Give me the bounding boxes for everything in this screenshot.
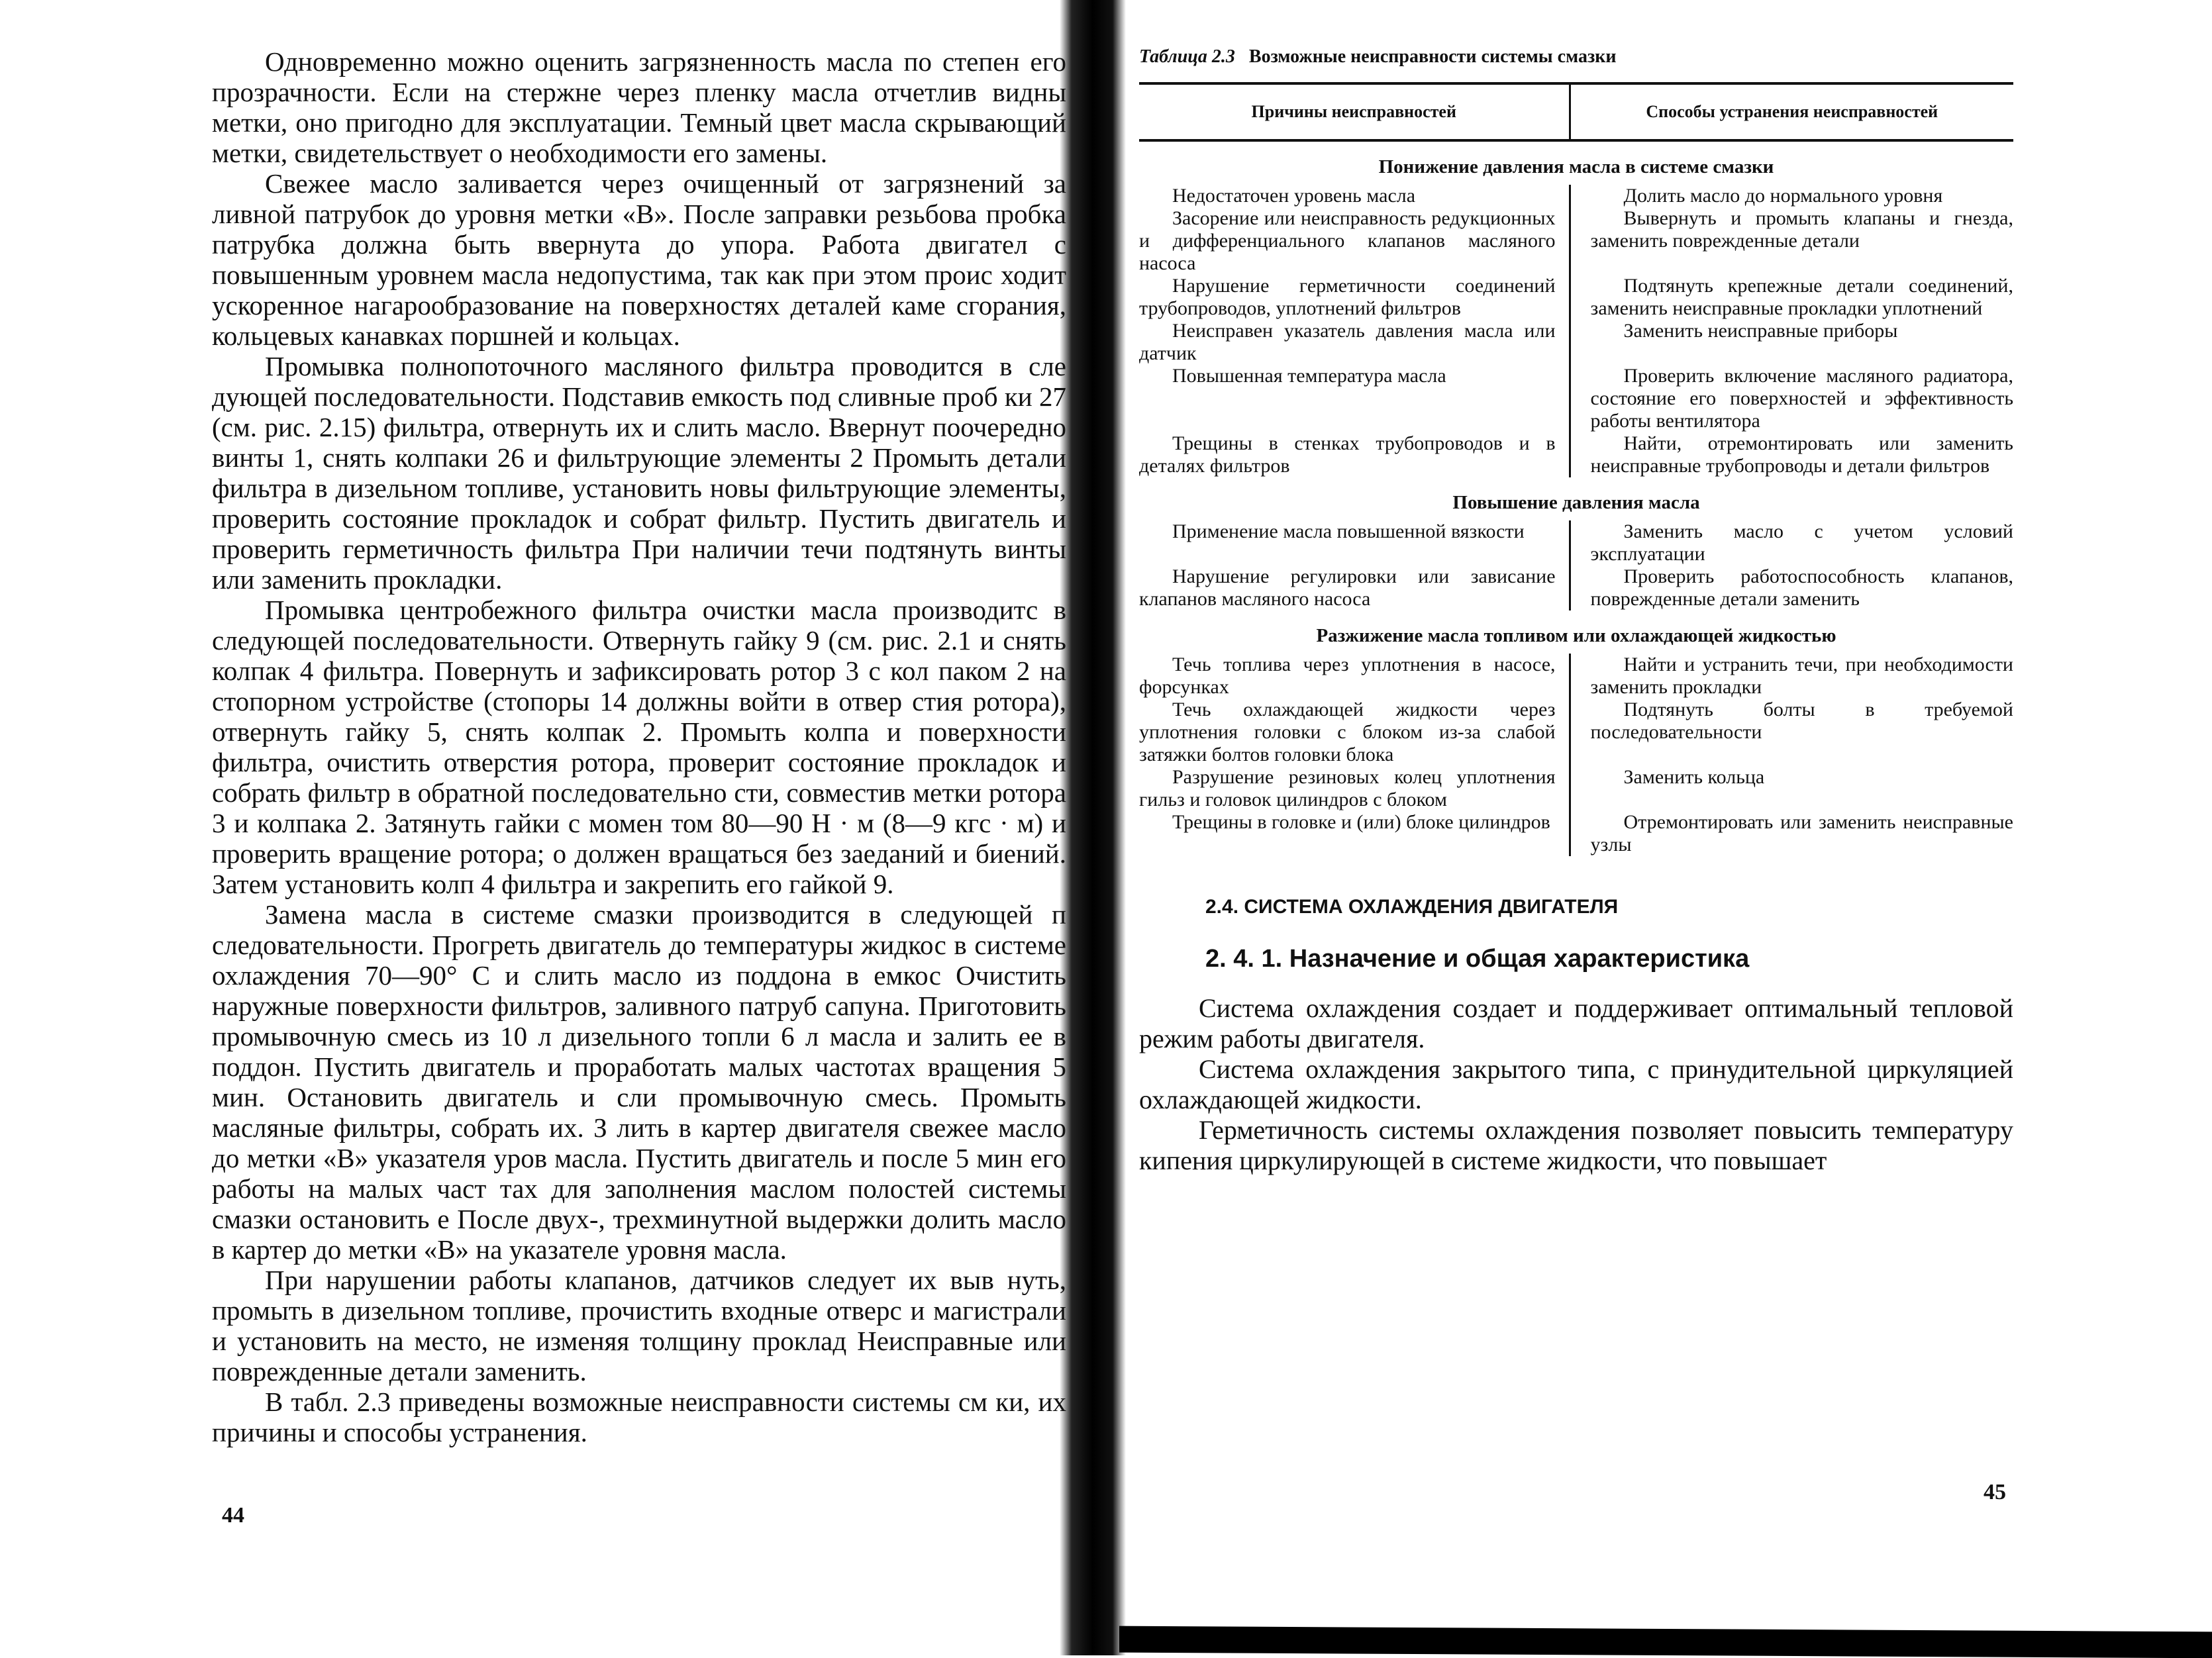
right-page <box>1139 40 2013 1176</box>
remedy-cell: Заменить кольца <box>1623 766 1765 788</box>
left-page-text <box>212 46 1066 1447</box>
col-causes-header: Причины неисправностей <box>1139 85 1571 139</box>
table-row <box>1139 699 2013 766</box>
table-row <box>1139 766 2013 811</box>
table-header-rule <box>1139 139 2013 142</box>
remedy-cell: Заменить масло с учетом условий эксплуатации <box>1590 520 2013 565</box>
subsection-heading: 2. 4. 1. Назначение и общая характеристика <box>1205 945 1750 973</box>
table-section-title: Разжижение масла топливом или охлаждающей жидкостью <box>1316 625 1836 646</box>
left-paragraph: Замена масла в системе смазки производится в следующей п следовательности. Прогреть двигатель до температуры жидкос в системе охлаждения 70—90° С и слить масло из поддона в емкос Очистить наружные поверхности фильтров, заливного патруб сапуна. Приготовить промывочную смесь из 10 л дизельного топли 6 л масла и залить ее в поддон. Пустить двигатель и проработать малых частотах вращения 5 мин. Остановить двигатель и сли промывочную смесь. Промыть масляные фильтры, собрать их. З лить в картер двигателя свежее масло до метки «В» указателя уров масла. Пустить двигатель и после 5 мин его работы на малых част тах для заполнения маслом полостей системы смазки остановить е После двух-, трехминутной выдержки долить масло в картер до метки «В» на указателе уровня масла. <box>212 899 1066 1265</box>
table-caption-prefix: Таблица 2.3 <box>1139 46 1235 67</box>
remedy-cell: Проверить включение масляного радиатора, состояние его поверхностей и эффективность работы вентилятора <box>1590 365 2013 432</box>
cause-cell: Недостаточен уровень масла <box>1172 185 1416 207</box>
remedy-cell: Отремонтировать или заменить неисправные узлы <box>1590 811 2013 855</box>
right-paragraph: Герметичность системы охлаждения позволяет повысить температуру кипения циркулирующей в системе жидкости, что повышает <box>1139 1115 2013 1175</box>
cause-cell: Течь топлива через уплотнения в насосе, форсунках <box>1139 654 1556 698</box>
cause-cell: Разрушение резиновых колец уплотнения гильз и головок цилиндров с блоком <box>1139 766 1556 810</box>
remedy-cell: Проверить работоспособность клапанов, поврежденные детали заменить <box>1590 565 2013 610</box>
table-row <box>1139 365 2013 432</box>
remedy-cell: Найти, отремонтировать или заменить неисправные трубопроводы и детали фильтров <box>1590 432 2013 477</box>
table-row <box>1139 654 2013 699</box>
remedy-cell: Найти и устранить течи, при необходимости заменить прокладки <box>1590 654 2013 698</box>
right-page-number: 45 <box>1984 1480 2006 1504</box>
cause-cell: Нарушение регулировки или зависание клапанов масляного насоса <box>1139 565 1556 610</box>
table-row <box>1139 207 2013 275</box>
table-row <box>1139 432 2013 477</box>
cause-cell: Нарушение герметичности соединений трубопроводов, уплотнений фильтров <box>1139 275 1556 319</box>
cause-cell: Трещины в головке и (или) блоке цилиндров <box>1172 811 1550 833</box>
cause-cell: Повышенная температура масла <box>1172 365 1446 387</box>
table-row <box>1139 520 2013 565</box>
col-remedies-header: Способы устранения неисправностей <box>1646 102 1938 121</box>
cause-cell: Засорение или неисправность редукционных и дифференциального клапанов масляного насоса <box>1139 207 1556 274</box>
left-paragraph: Промывка полнопоточного масляного фильтра проводится в сле дующей последовательности. Подставив емкость под сливные проб ки 27 (см. рис. 2.15) фильтра, отвернуть их и слить масло. Ввернут поочередно винты 1, снять колпаки 26 и фильтрующие элементы 2 Промыть детали фильтра в дизельном топливе, установить новы фильтрующие элементы, проверить состояние прокладок и собрат фильтр. Пустить двигатель и проверить герметичность фильтра При наличии течи подтянуть винты или заменить прокладки. <box>212 351 1066 595</box>
left-paragraph: В табл. 2.3 приведены возможные неисправности системы см ки, их причины и способы устранения. <box>212 1387 1066 1447</box>
right-paragraph: Система охлаждения закрытого типа, с принудительной циркуляцией охлаждающей жидкости. <box>1139 1054 2013 1114</box>
cause-cell: Применение масла повышенной вязкости <box>1172 520 1525 542</box>
page-bottom-edge <box>1119 1626 2212 1658</box>
cause-cell: Трещины в стенках трубопроводов и в деталях фильтров <box>1139 432 1556 477</box>
book-spine-shadow <box>1060 0 1126 1655</box>
section-heading: 2.4. СИСТЕМА ОХЛАЖДЕНИЯ ДВИГАТЕЛЯ <box>1205 896 1619 918</box>
remedy-cell: Заменить неисправные приборы <box>1623 320 1898 342</box>
right-body-text <box>1139 993 2013 1176</box>
table-caption-title: Возможные неисправности системы смазки <box>1248 46 1617 67</box>
left-page-number: 44 <box>222 1503 244 1528</box>
left-paragraph: Одновременно можно оценить загрязненность масла по степен его прозрачности. Если на стержне через пленку масла отчетлив видны метки, оно пригодно для эксплуатации. Темный цвет масла скрывающий метки, свидетельствует о необходимости его замены. <box>212 46 1066 168</box>
table-section-title: Повышение давления масла <box>1452 492 1700 513</box>
remedy-cell: Подтянуть крепежные детали соединений, заменить неисправные прокладки уплотнений <box>1590 275 2013 319</box>
table-section-title: Понижение давления масла в системе смазки <box>1378 156 1774 177</box>
cause-cell: Течь охлаждающей жидкости через уплотнения головки с блоком из-за слабой затяжки болтов головки блока <box>1139 699 1556 765</box>
table-row <box>1139 811 2013 856</box>
table-row <box>1139 185 2013 207</box>
remedy-cell: Вывернуть и промыть клапаны и гнезда, заменить поврежденные детали <box>1590 207 2013 252</box>
table-header <box>1139 85 2013 139</box>
left-paragraph: Промывка центробежного фильтра очистки масла производитс в следующей последовательности. Отвернуть гайку 9 (см. рис. 2.1 и снять колпак 4 фильтра. Повернуть и зафиксировать ротор 3 с кол паком 2 на стопорном устройстве (стопоры 14 должны войти в отвер стия ротора), отвернуть гайку 5, снять колпак 2. Промыть колпа и поверхности фильтра, очистить отверстия ротора, проверит состояние прокладок и собрать фильтр в обратной последовательно сти, совместив метки ротора 3 и колпака 2. Затянуть гайки с момен том 80—90 Н · м (8—9 кгс · м) и проверить вращение ротора; о должен вращаться без заеданий и биений. Затем установить колп 4 фильтра и закрепить его гайкой 9. <box>212 595 1066 899</box>
table-caption <box>1139 46 2013 68</box>
remedy-cell: Долить масло до нормального уровня <box>1623 185 1943 207</box>
remedy-cell: Подтянуть болты в требуемой последовательности <box>1590 699 2013 743</box>
table-row <box>1139 565 2013 610</box>
left-paragraph: При нарушении работы клапанов, датчиков следует их выв нуть, промыть в дизельном топливе, прочистить входные отверс и магистрали и установить на место, не изменяя толщину проклад Неисправные или поврежденные детали заменить. <box>212 1265 1066 1387</box>
left-paragraph: Свежее масло заливается через очищенный от загрязнений за ливной патрубок до уровня метки «В». После заправки резьбова пробка патрубка должна быть ввернута до упора. Работа двигател с повышенным уровнем масла недопустима, так как при этом проис ходит ускоренное нагарообразование на поверхностях деталей каме сгорания, кольцевых канавках поршней и кольцах. <box>212 168 1066 351</box>
right-paragraph: Система охлаждения создает и поддерживает оптимальный тепловой режим работы двигателя. <box>1139 993 2013 1053</box>
table-row <box>1139 320 2013 365</box>
cause-cell: Неисправен указатель давления масла или датчик <box>1139 320 1556 364</box>
table-row <box>1139 275 2013 320</box>
